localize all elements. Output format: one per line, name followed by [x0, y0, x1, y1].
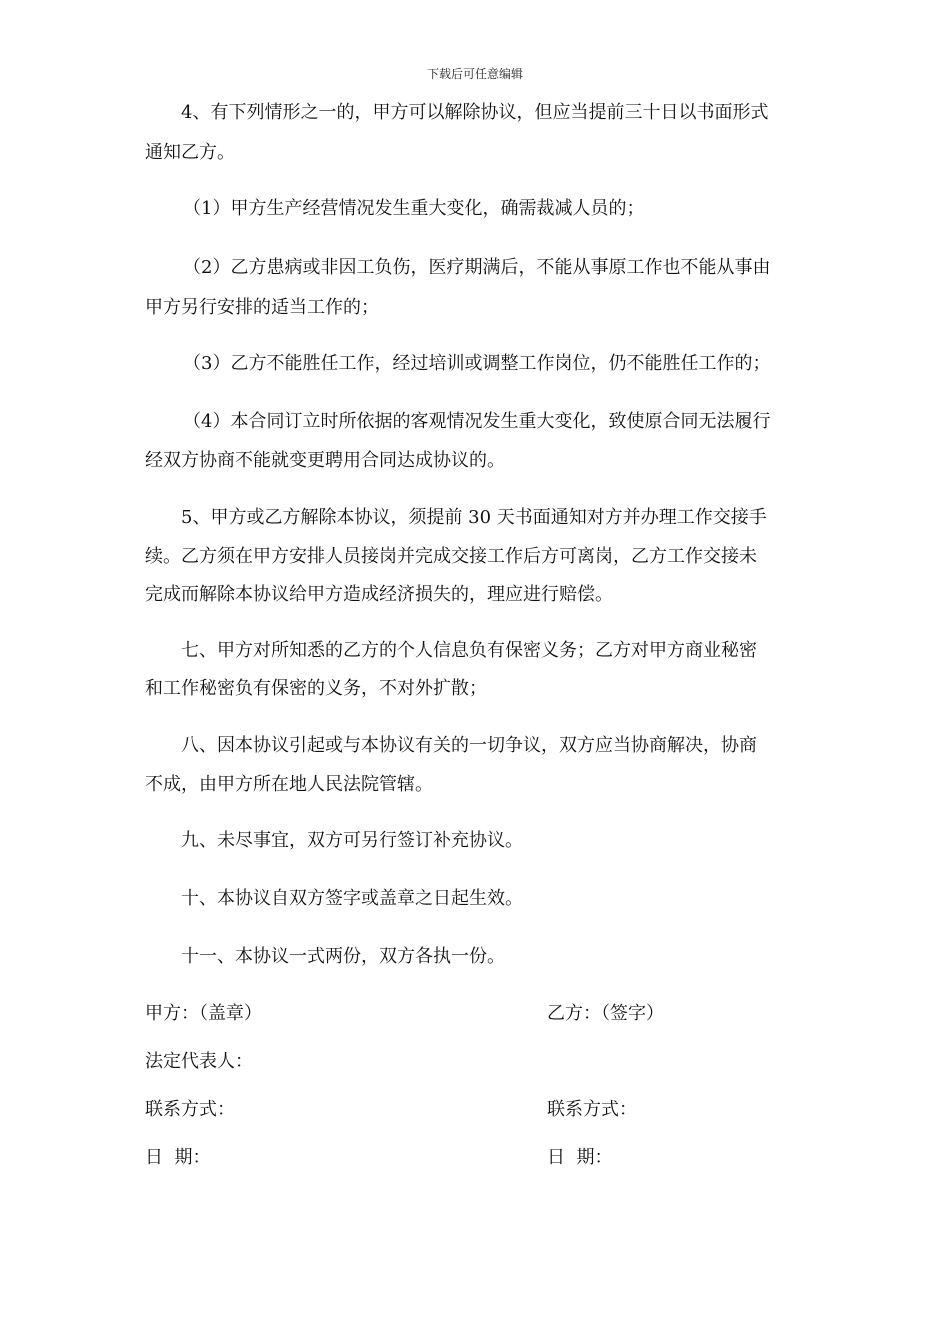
party-a-contact-label: 联系方式：	[145, 1099, 235, 1120]
clause-4-item-4-line-2: 经双方协商不能就变更聘用合同达成协议的。	[145, 450, 505, 471]
clause-7-line-2: 和工作秘密负有保密的义务，不对外扩散；	[145, 678, 487, 699]
party-b-label: 乙方：（签字）	[547, 1003, 664, 1024]
clause-5-line-3: 完成而解除本协议给甲方造成经济损失的，理应进行赔偿。	[145, 584, 613, 605]
clause-4-item-4-line-1: （4）本合同订立时所依据的客观情况发生重大变化，致使原合同无法履行	[183, 411, 771, 432]
party-a-label: 甲方：（盖章）	[145, 1003, 262, 1024]
clause-8-line-2: 不成，由甲方所在地人民法院管辖。	[145, 774, 433, 795]
clause-10: 十、本协议自双方签字或盖章之日起生效。	[181, 888, 523, 909]
clause-5-line-2: 续。乙方须在甲方安排人员接岗并完成交接工作后方可离岗，乙方工作交接未	[145, 546, 757, 567]
clause-7-line-1: 七、甲方对所知悉的乙方的个人信息负有保密义务；乙方对甲方商业秘密	[181, 640, 757, 661]
clause-4-line-2: 通知乙方。	[145, 142, 235, 163]
clause-4-item-2-line-1: （2）乙方患病或非因工负伤，医疗期满后，不能从事原工作也不能从事由	[183, 257, 771, 278]
clause-11: 十一、本协议一式两份，双方各执一份。	[181, 946, 505, 967]
party-b-contact-label: 联系方式：	[547, 1099, 637, 1120]
clause-8-line-1: 八、因本协议引起或与本协议有关的一切争议，双方应当协商解决，协商	[181, 735, 757, 756]
legal-representative-label: 法定代表人：	[145, 1051, 253, 1072]
clause-4-item-2-line-2: 甲方另行安排的适当工作的；	[145, 297, 379, 318]
party-a-date-label: 日 期：	[145, 1147, 211, 1168]
page-header: 下载后可任意编辑	[426, 67, 523, 81]
clause-5-line-1: 5、甲方或乙方解除本协议，须提前 30 天书面通知对方并办理工作交接手	[181, 507, 767, 528]
clause-4-item-3: （3）乙方不能胜任工作，经过培训或调整工作岗位，仍不能胜任工作的；	[183, 353, 771, 374]
party-b-date-label: 日 期：	[547, 1147, 613, 1168]
clause-4-item-1: （1）甲方生产经营情况发生重大变化，确需裁减人员的；	[183, 198, 645, 219]
clause-9: 九、未尽事宜，双方可另行签订补充协议。	[181, 830, 523, 851]
clause-4-line-1: 4、有下列情形之一的，甲方可以解除协议，但应当提前三十日以书面形式	[181, 102, 769, 123]
